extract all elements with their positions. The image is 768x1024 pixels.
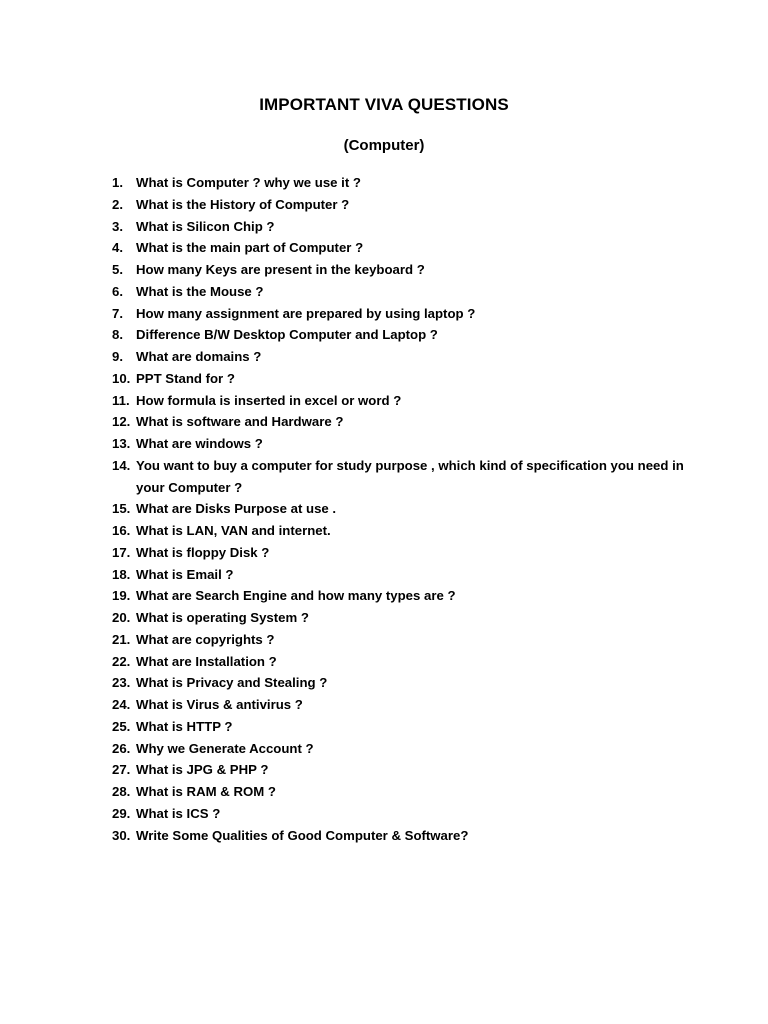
question-item <box>112 825 692 847</box>
question-number: 28. <box>112 784 131 799</box>
question-number: 19. <box>112 588 131 604</box>
question-text: What is Silicon Chip ? <box>136 218 275 234</box>
question-text: Difference B/W Desktop Computer and Laptop ? <box>136 327 438 343</box>
question-text: What are Search Engine and how many types are ? <box>136 588 456 604</box>
question-text: PPT Stand for ? <box>136 370 235 386</box>
question-text: What is JPG & PHP ? <box>136 762 269 778</box>
question-item <box>112 672 692 694</box>
question-number: 2. <box>112 196 123 212</box>
question-number: 22. <box>112 653 131 669</box>
question-text: What are Installation ? <box>136 653 277 669</box>
question-number: 12. <box>112 414 131 430</box>
question-item <box>112 651 692 673</box>
question-text: What is Email ? <box>136 566 234 582</box>
question-item <box>112 368 692 390</box>
question-item <box>112 629 692 651</box>
question-item <box>112 346 692 368</box>
question-item <box>112 411 692 433</box>
question-number: 5. <box>112 262 123 277</box>
page-title: IMPORTANT VIVA QUESTIONS <box>259 95 509 114</box>
question-number: 23. <box>112 675 131 691</box>
page-subtitle: (Computer) <box>343 137 425 154</box>
question-number: 15. <box>112 501 131 517</box>
question-text: What are domains ? <box>136 349 262 364</box>
question-text: What are copyrights ? <box>136 631 275 647</box>
question-item <box>112 390 692 412</box>
question-number: 30. <box>112 827 131 843</box>
question-text: How many Keys are present in the keyboard ? <box>136 262 425 277</box>
question-text: What is HTTP ? <box>136 718 233 734</box>
question-number: 20. <box>112 610 131 625</box>
question-number: 4. <box>112 240 123 256</box>
question-text: What is Privacy and Stealing ? <box>136 675 328 691</box>
question-number: 16. <box>112 523 131 538</box>
question-number: 7. <box>112 305 123 321</box>
question-number: 26. <box>112 740 131 756</box>
question-item <box>112 498 692 520</box>
question-text: What is the History of Computer ? <box>136 196 350 212</box>
question-item <box>112 433 692 455</box>
question-number: 8. <box>112 327 123 343</box>
question-text: Why we Generate Account ? <box>136 740 314 756</box>
question-number: 17. <box>112 544 131 560</box>
question-text: What is ICS ? <box>136 805 221 821</box>
question-number: 9. <box>112 349 123 364</box>
question-item <box>112 237 692 259</box>
question-number: 14. <box>112 457 131 473</box>
question-text: What is floppy Disk ? <box>136 544 270 560</box>
question-item <box>112 281 692 303</box>
question-item <box>112 259 692 281</box>
question-item <box>112 607 692 629</box>
question-text: What is LAN, VAN and internet. <box>136 523 331 538</box>
question-text: What is the main part of Computer ? <box>136 240 364 256</box>
question-item <box>112 585 692 607</box>
question-number: 21. <box>112 631 131 647</box>
question-item <box>112 216 692 238</box>
question-number: 10. <box>112 370 131 386</box>
question-item <box>112 194 692 216</box>
question-list <box>112 172 692 846</box>
question-number: 13. <box>112 436 131 451</box>
question-item <box>112 803 692 825</box>
question-item <box>112 520 692 542</box>
question-text: What are Disks Purpose at use . <box>136 501 337 517</box>
question-item <box>112 694 692 716</box>
question-text: What are windows ? <box>136 436 263 451</box>
question-text: What is Computer ? why we use it ? <box>136 175 361 190</box>
question-number: 25. <box>112 718 131 734</box>
question-text: What is operating System ? <box>136 610 309 625</box>
question-text: What is Virus & antivirus ? <box>136 697 303 712</box>
question-item <box>112 303 692 325</box>
question-item <box>112 759 692 781</box>
question-text: Write Some Qualities of Good Computer & Software? <box>136 827 469 843</box>
question-text: How formula is inserted in excel or word ? <box>136 392 402 408</box>
question-text: What is RAM & ROM ? <box>136 784 276 799</box>
question-item <box>112 738 692 760</box>
question-text: How many assignment are prepared by using laptop ? <box>136 305 476 321</box>
question-item <box>112 172 692 194</box>
question-text: What is the Mouse ? <box>136 283 264 299</box>
question-item <box>112 542 692 564</box>
question-text: You want to buy a computer for study purpose , which kind of specification you need in your Computer ? <box>136 457 684 495</box>
question-number: 27. <box>112 762 131 778</box>
question-item <box>112 455 692 499</box>
question-item <box>112 781 692 803</box>
question-number: 11. <box>112 392 130 408</box>
question-number: 1. <box>112 175 123 190</box>
question-item <box>112 564 692 586</box>
question-item <box>112 716 692 738</box>
question-number: 29. <box>112 805 131 821</box>
question-text: What is software and Hardware ? <box>136 414 344 430</box>
question-number: 18. <box>112 566 131 582</box>
question-item <box>112 324 692 346</box>
question-number: 3. <box>112 218 123 234</box>
question-number: 6. <box>112 283 123 299</box>
question-number: 24. <box>112 697 131 712</box>
